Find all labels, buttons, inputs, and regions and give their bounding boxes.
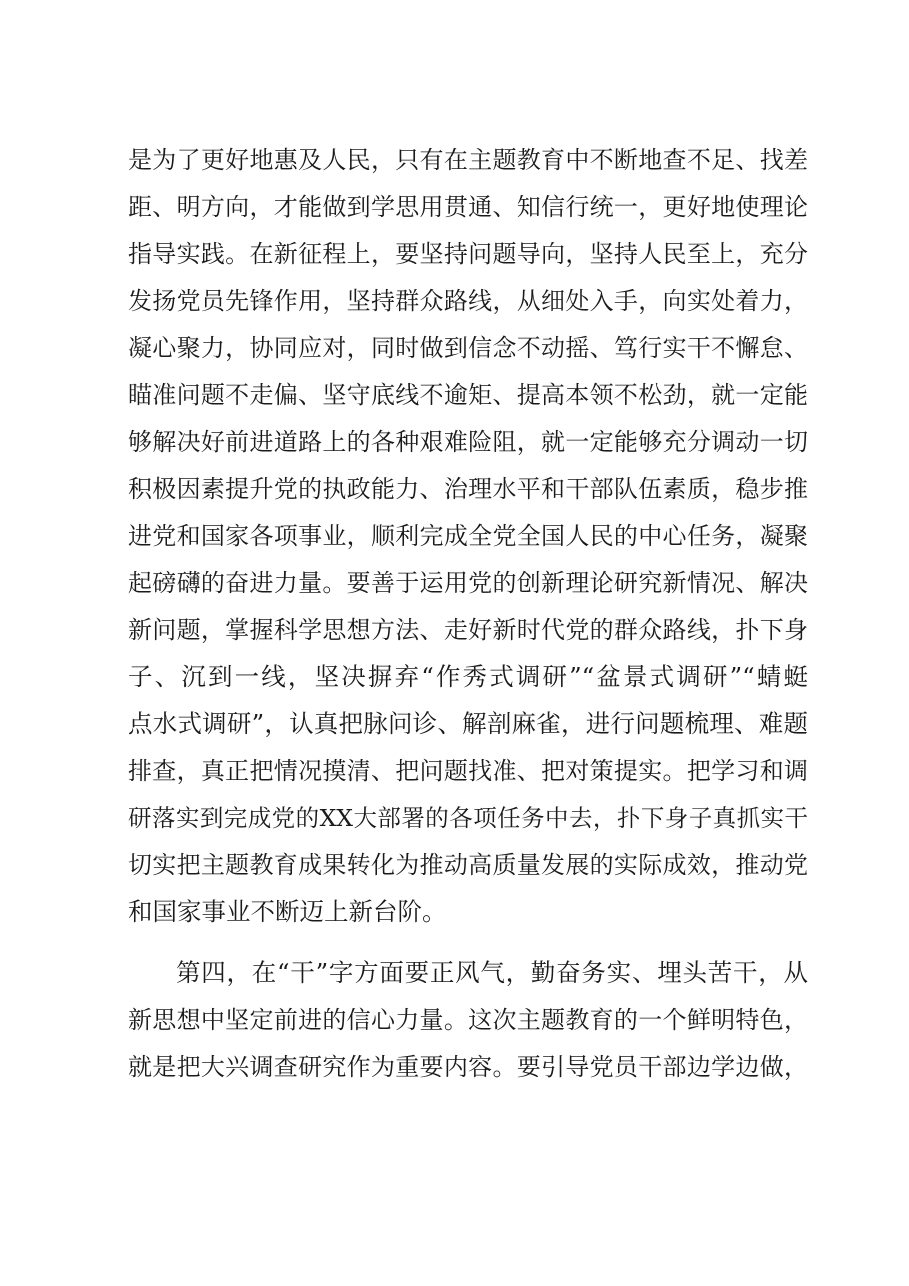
text-line: 发扬党员先锋作用，坚持群众路线，从细处入手，向实处着力，: [128, 287, 808, 315]
text-line: 进党和国家各项事业，顺利完成全党全国人民的中心任务，凝聚: [128, 522, 808, 550]
text-line: 起磅礴的奋进力量。要善于运用党的创新理论研究新情况、解决: [128, 569, 808, 597]
text-line: 研落实到完成党的XX大部署的各项任务中去，扑下身子真抓实干: [128, 804, 808, 832]
text-line: 够解决好前进道路上的各种艰难险阻，就一定能够充分调动一切: [128, 428, 808, 456]
text-line: 新思想中坚定前进的信心力量。这次主题教育的一个鲜明特色，: [128, 1006, 808, 1034]
text-line: 就是把大兴调查研究作为重要内容。要引导党员干部边学边做，: [128, 1053, 808, 1081]
text-line: 点水式调研”，认真把脉问诊、解剖麻雀，进行问题梳理、难题: [128, 709, 808, 738]
text-line: 积极因素提升党的执政能力、治理水平和干部队伍素质，稳步推: [128, 475, 808, 503]
text-line: 和国家事业不断迈上新台阶。: [128, 897, 447, 926]
text-line: 切实把主题教育成果转化为推动高质量发展的实际成效，推动党: [128, 851, 808, 879]
text-line: 排查，真正把情况摸清、把问题找准、把对策提实。把学习和调: [128, 757, 808, 785]
text-line: 距、明方向，才能做到学思用贯通、知信行统一，更好地使理论: [128, 193, 808, 221]
text-line: 是为了更好地惠及人民，只有在主题教育中不断地查不足、找差: [128, 146, 808, 174]
text-line: 子、沉到一线，坚决摒弃“作秀式调研”“盆景式调研”“蜻蜓: [128, 662, 808, 691]
text-line: 第四，在“干”字方面要正风气，勤奋务实、埋头苦干，从: [176, 958, 808, 987]
text-line: 凝心聚力，协同应对，同时做到信念不动摇、笃行实干不懈怠、: [128, 334, 808, 362]
text-line: 瞄准问题不走偏、坚守底线不逾矩、提高本领不松劲，就一定能: [128, 381, 808, 409]
text-line: 指导实践。在新征程上，要坚持问题导向，坚持人民至上，充分: [128, 240, 808, 268]
text-line: 新问题，掌握科学思想方法、走好新时代党的群众路线，扑下身: [128, 616, 808, 644]
